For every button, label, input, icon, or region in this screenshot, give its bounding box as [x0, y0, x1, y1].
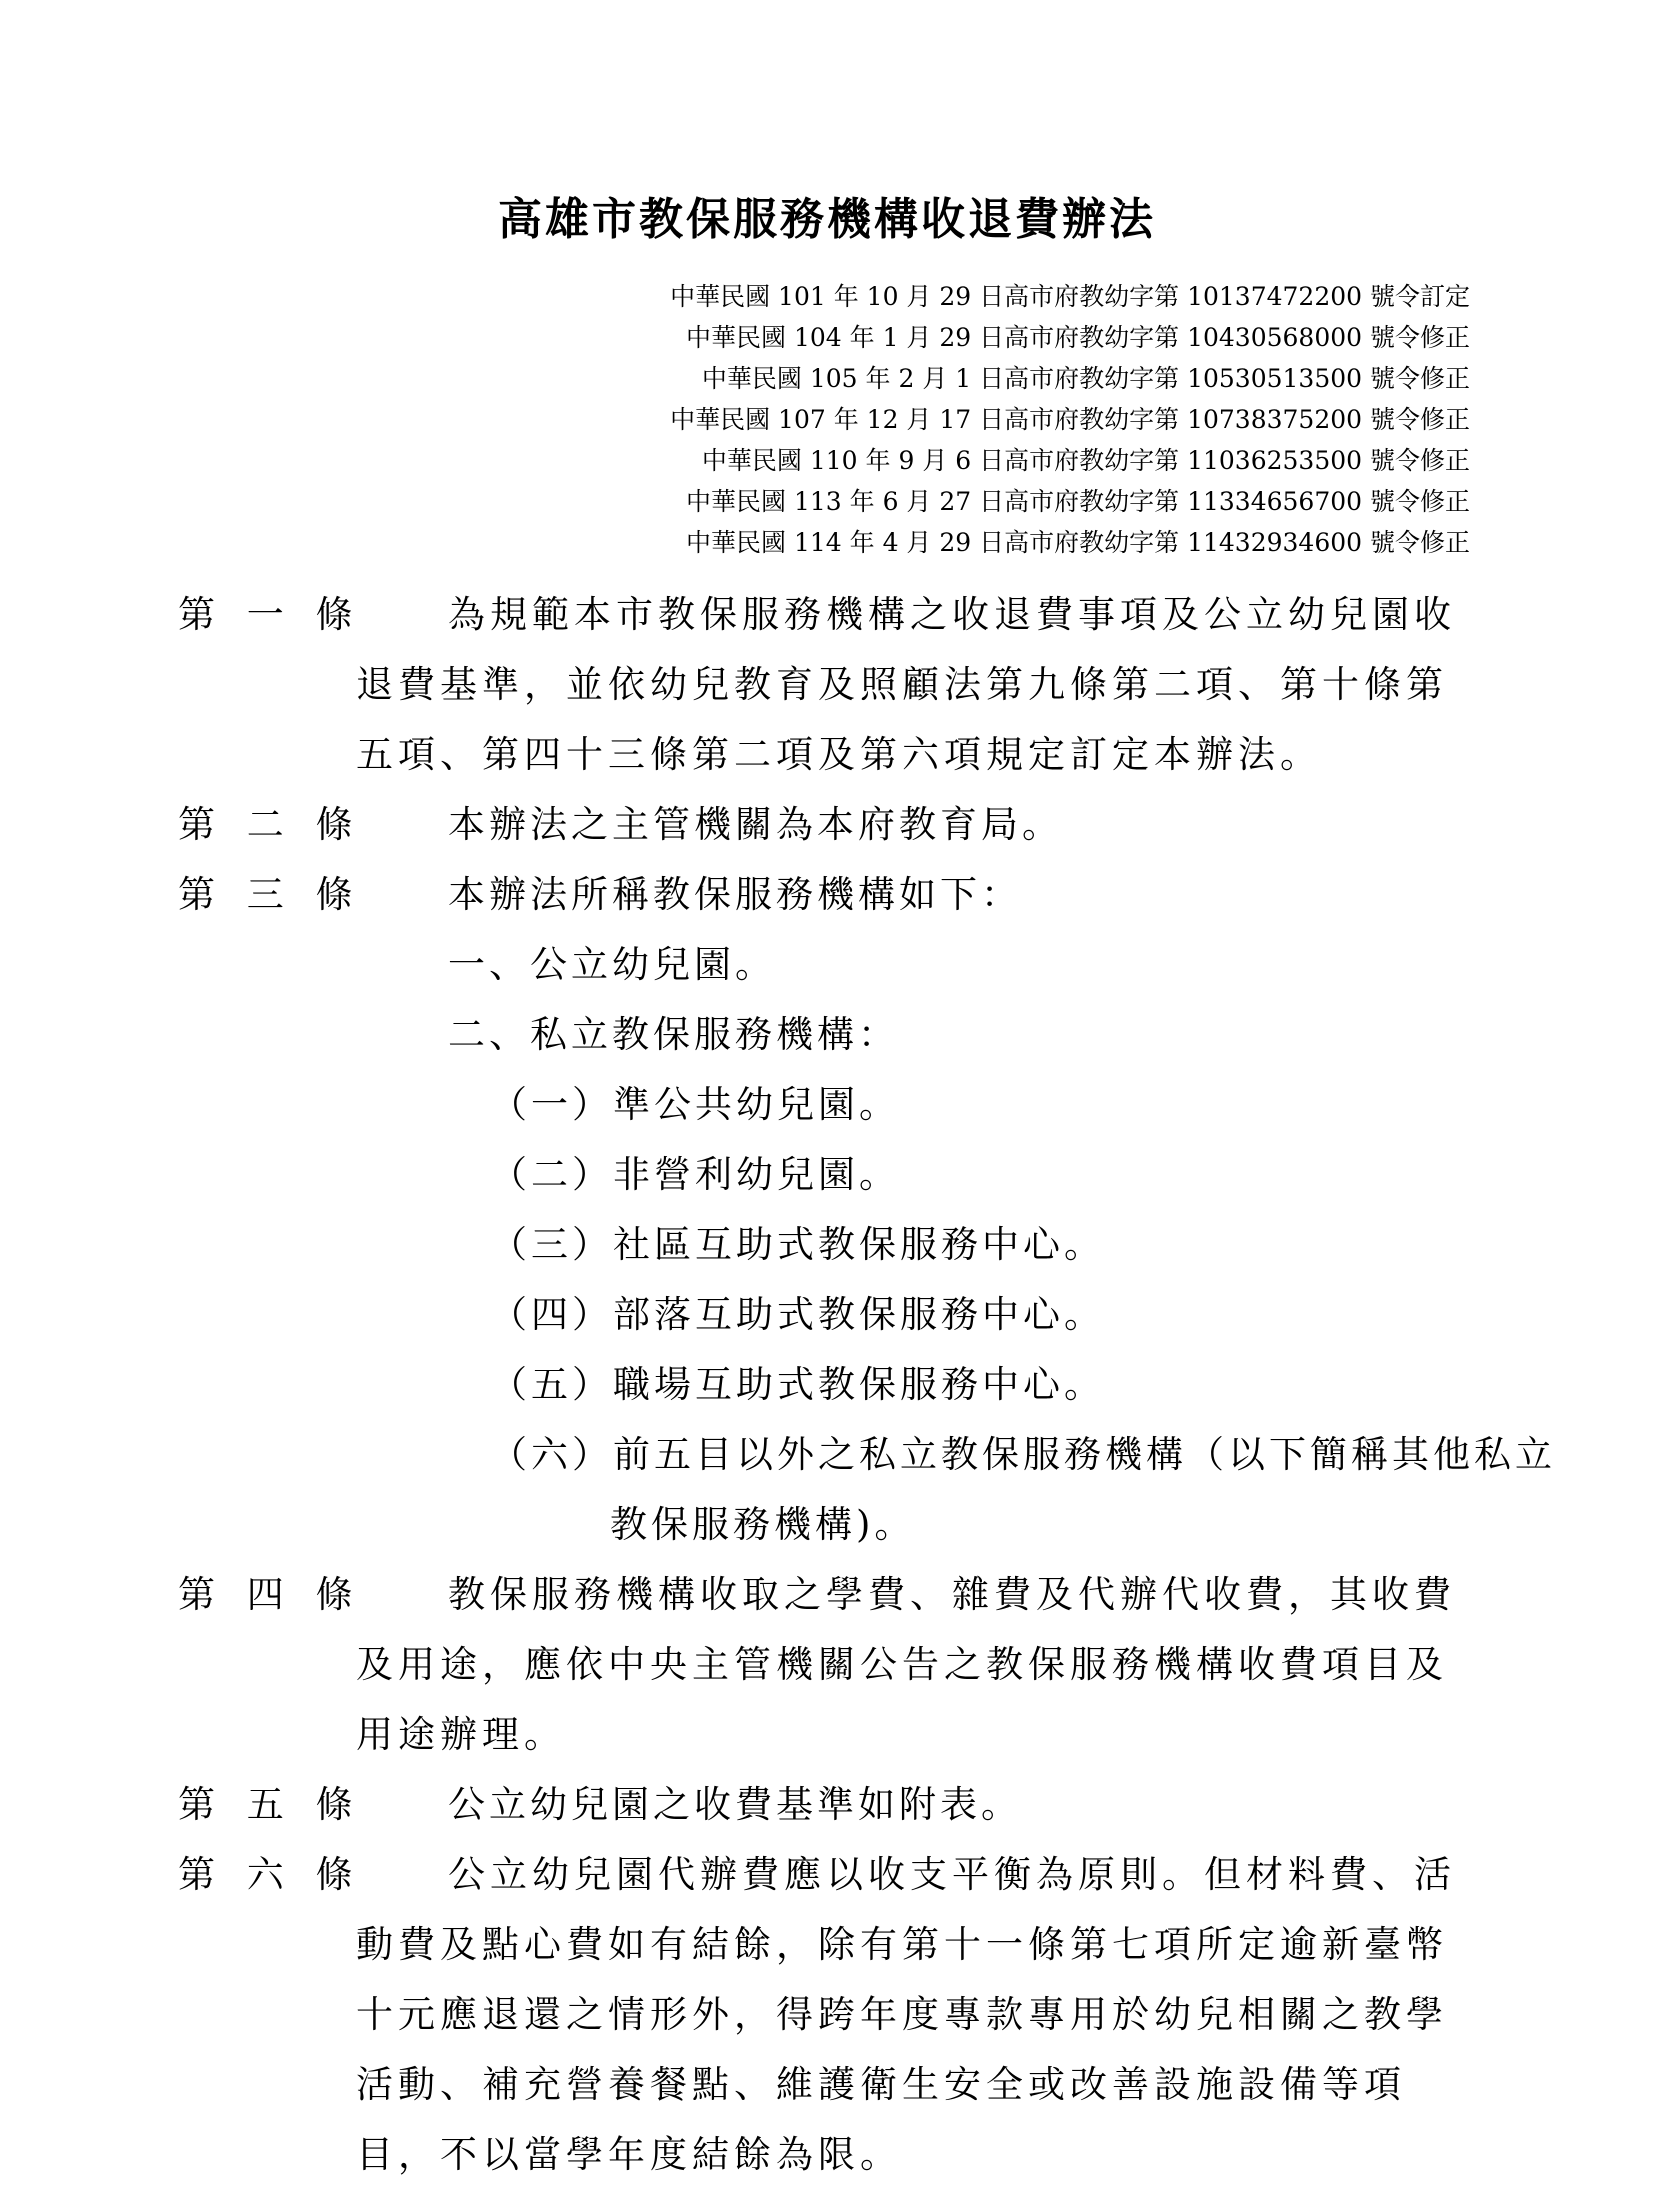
sub-clause-item: （二）非營利幼兒園。 — [490, 1153, 900, 1196]
sub-clause-item: （一）準公共幼兒園。 — [490, 1083, 900, 1126]
amendment-history — [670, 276, 1470, 563]
article-text: 教保服務機構收取之學費、雜費及代辦代收費，其收費及用途，應依中央主管機關公告之教保服務機構收費項目及用途辦理。 — [356, 1573, 1456, 1756]
sub-clause-item: （六）前五目以外之私立教保服務機構（以下簡稱其他私立教保服務機構)。 — [490, 1433, 1556, 1546]
article-number: 第 一 條 — [178, 593, 353, 636]
history-line: 中華民國 114 年 4 月 29 日高市府教幼字第 11432934600 號令修正 — [686, 528, 1470, 557]
article-number: 第 三 條 — [178, 873, 353, 916]
history-line: 中華民國 104 年 1 月 29 日高市府教幼字第 10430568000 號令修正 — [686, 323, 1470, 352]
article-text: 公立幼兒園之收費基準如附表。 — [448, 1783, 1022, 1826]
article-5 — [178, 1770, 1478, 1840]
article-text: 公立幼兒園代辦費應以收支平衡為原則。但材料費、活動費及點心費如有結餘，除有第十一條第七項所定逾新臺幣十元應退還之情形外，得跨年度專款專用於幼兒相關之教學活動、補充營養餐點、維護衛生安全或改善設施設備等項目，不以當學年度結餘為限。 — [356, 1853, 1456, 2176]
article-number: 第 五 條 — [178, 1783, 353, 1826]
history-line: 中華民國 107 年 12 月 17 日高市府教幼字第 10738375200 號令修正 — [670, 405, 1470, 434]
article-number: 第 四 條 — [178, 1573, 353, 1616]
article-4 — [178, 1560, 1478, 1770]
clause-item: 二、私立教保服務機構： — [448, 1013, 899, 1056]
article-2 — [178, 790, 1478, 860]
article-text: 為規範本市教保服務機構之收退費事項及公立幼兒園收退費基準，並依幼兒教育及照顧法第九條第二項、第十條第五項、第四十三條第二項及第六項規定訂定本辦法。 — [356, 593, 1456, 776]
sub-clause-item: （四）部落互助式教保服務中心。 — [490, 1293, 1105, 1336]
article-text: 本辦法所稱教保服務機構如下： — [448, 873, 1022, 916]
history-line: 中華民國 113 年 6 月 27 日高市府教幼字第 11334656700 號令修正 — [686, 487, 1470, 516]
history-line: 中華民國 101 年 10 月 29 日高市府教幼字第 10137472200 號令訂定 — [670, 282, 1470, 311]
articles-section — [178, 580, 1556, 2190]
article-3 — [178, 860, 1556, 1560]
history-line: 中華民國 105 年 2 月 1 日高市府教幼字第 10530513500 號令修正 — [701, 364, 1470, 393]
history-line: 中華民國 110 年 9 月 6 日高市府教幼字第 11036253500 號令修正 — [701, 446, 1470, 475]
clause-item: 一、公立幼兒園。 — [448, 943, 776, 986]
article-text: 本辦法之主管機關為本府教育局。 — [448, 803, 1063, 846]
article-number: 第 二 條 — [178, 803, 353, 846]
document-title: 高雄市教保服務機構收退費辦法 — [498, 194, 1156, 245]
article-1 — [178, 580, 1478, 790]
sub-clause-item: （三）社區互助式教保服務中心。 — [490, 1223, 1105, 1266]
sub-clause-item: （五）職場互助式教保服務中心。 — [490, 1363, 1105, 1406]
article-6 — [178, 1840, 1478, 2190]
article-number: 第 六 條 — [178, 1853, 353, 1896]
